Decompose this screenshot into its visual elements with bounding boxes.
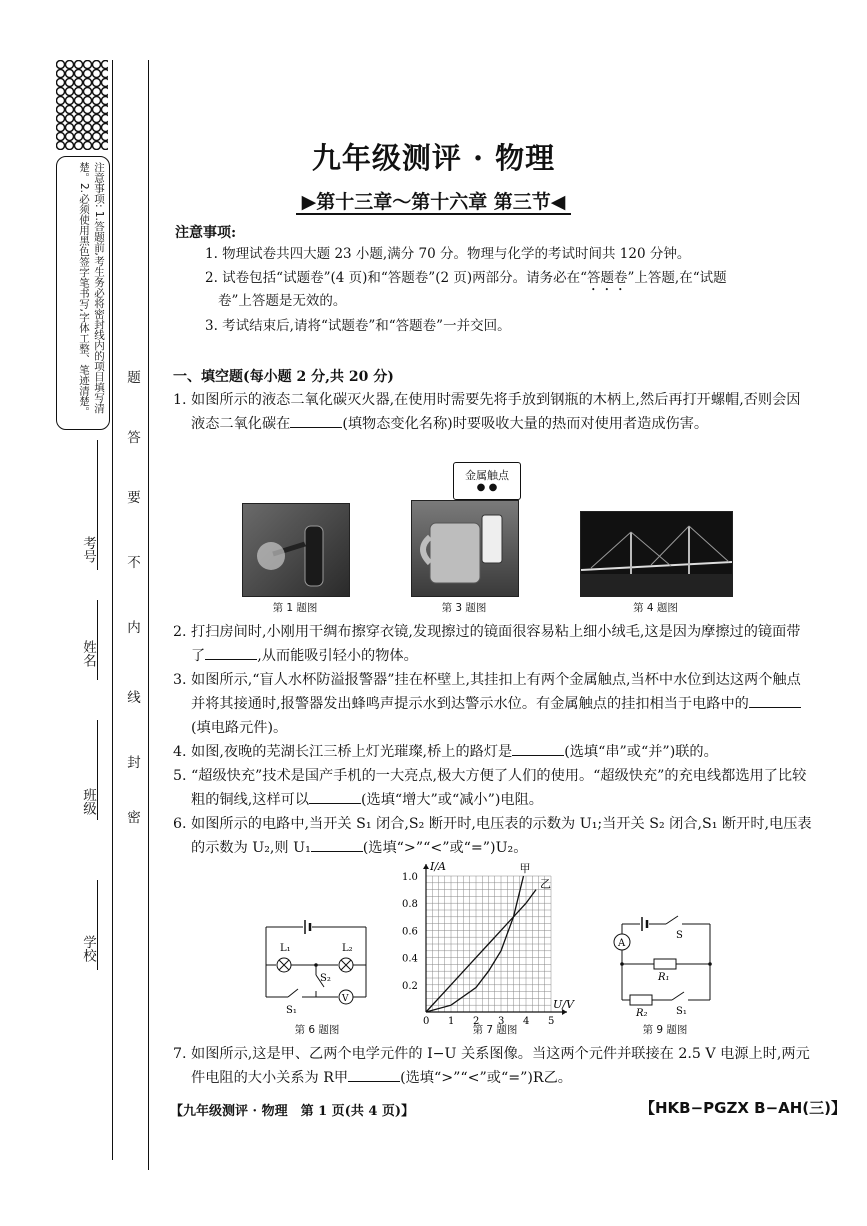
school-underline[interactable] xyxy=(97,880,98,970)
r2-label: R₂ xyxy=(636,1008,648,1016)
v-label: V xyxy=(342,994,349,1004)
y-axis-label: I/A xyxy=(430,860,446,873)
side-notice-text: 注意事项: 1.答题前,考生务必将密封线内的项目填写清楚。2.必须使用黑色签字笔书写,字体工整、笔迹清楚。 xyxy=(78,162,105,417)
resistor-r2-icon xyxy=(630,995,652,1005)
q2-text-b: ,从而能吸引轻小的物体。 xyxy=(257,648,418,664)
fig6-caption: 第 6 题图 xyxy=(294,1024,340,1036)
footer-left: 【九年级测评 · 物理 第 1 页(共 4 页)】 xyxy=(170,1104,415,1119)
class-underline[interactable] xyxy=(97,720,98,820)
fig4-caption: 第 4 题图 xyxy=(633,602,678,614)
question-4 xyxy=(173,740,813,764)
fire-extinguisher-icon xyxy=(243,504,349,596)
x-tick-label: 5 xyxy=(548,1016,555,1024)
s1-label: S₁ xyxy=(676,1006,687,1016)
fig3-callout xyxy=(453,462,521,500)
x-tick-label: 1 xyxy=(448,1016,455,1024)
fig6-circuit xyxy=(258,915,378,1015)
footer-right: 【HKB−PGZX B−AH(三)】 xyxy=(640,1099,847,1117)
x-tick-label: 3 xyxy=(498,1016,505,1024)
r1-label: R₁ xyxy=(658,972,670,983)
answer-blank[interactable] xyxy=(749,693,801,708)
name-label: 姓名 xyxy=(80,640,96,667)
y-axis-arrow-icon xyxy=(423,864,429,869)
exam-no-underline[interactable] xyxy=(97,440,98,570)
s1-label: S₁ xyxy=(286,1005,297,1015)
q7-text-b: (选填“>”“<”或“=”)R乙。 xyxy=(400,1070,572,1086)
binding-line-outer xyxy=(112,60,113,1160)
q5-text-a: 5. “超级快充”技术是国产手机的一大亮点,极大方便了人们的使用。“超级快充”的充电线都选用了比较粗的铜线,这样可以 xyxy=(173,768,807,808)
y-tick-label: 0.8 xyxy=(402,899,418,911)
switch-s1-icon xyxy=(288,989,298,997)
fig3-callout-label: 金属触点 xyxy=(465,469,509,482)
answer-blank[interactable] xyxy=(512,741,564,756)
s-label: S xyxy=(676,930,683,941)
x-tick-label: 0 xyxy=(423,1016,430,1024)
cup-alarm-icon xyxy=(412,501,518,596)
question-6 xyxy=(173,812,813,860)
question-2 xyxy=(173,620,813,668)
y-tick-label: 0.4 xyxy=(402,953,418,965)
metal-contact-dots-icon: ● ● xyxy=(476,482,498,493)
q4-text-a: 4. 如图,夜晚的芜湖长江三桥上灯光璀璨,桥上的路灯是 xyxy=(173,744,513,760)
answer-blank[interactable] xyxy=(290,413,342,428)
seal-char: 内 xyxy=(124,620,140,634)
answer-blank[interactable] xyxy=(205,645,257,660)
q1-text-a: 1. 如图所示的液态二氧化碳灭火器,在使用时需要先将手放到钢瓶的木柄上,然后再打开螺帽,否则会因液态二氧化碳在 xyxy=(173,392,801,432)
q6-text-b: (选填“>”“<”或“=”)U₂。 xyxy=(362,840,528,856)
class-label: 班级 xyxy=(80,788,96,815)
question-5 xyxy=(173,764,813,812)
seal-char: 要 xyxy=(124,490,140,504)
section-heading: 一、填空题(每小题 2 分,共 20 分) xyxy=(173,369,394,385)
fig9-circuit xyxy=(606,912,716,1016)
school-label: 学校 xyxy=(80,935,96,962)
y-tick-label: 1.0 xyxy=(402,872,418,883)
q3-text-a: 3. 如图所示,“盲人水杯防溢报警器”挂在杯壁上,其挂扣上有两个金属触点,当杯中水位到达这两个触点并将其接通时,报警器发出蜂鸣声提示水到达警示水位。有金属触点的挂扣相当于电路中的 xyxy=(173,672,801,712)
fig7-chart xyxy=(402,856,580,1024)
seal-char: 封 xyxy=(124,755,140,769)
y-tick-label: 0.2 xyxy=(402,980,418,992)
notice-item-3: 3. 考试结束后,请将“试题卷”和“答题卷”一并交回。 xyxy=(205,318,511,334)
q1-text-b: (填物态变化名称)时要吸收大量的热而对使用者造成伤害。 xyxy=(342,416,709,432)
seal-char: 答 xyxy=(124,430,140,444)
answer-blank[interactable] xyxy=(348,1067,400,1082)
fig1-photo xyxy=(242,503,350,597)
l1-label: L₁ xyxy=(280,943,291,954)
fig9-caption: 第 9 题图 xyxy=(642,1024,688,1036)
subtitle-text: ▶第十三章～第十六章 第三节◀ xyxy=(296,191,572,215)
l2-label: L₂ xyxy=(342,943,353,954)
series-label: 甲 xyxy=(519,862,531,875)
exam-no-label: 考号 xyxy=(80,536,96,563)
bridge-icon xyxy=(581,512,732,596)
fig4-photo xyxy=(580,511,733,597)
resistor-r1-icon xyxy=(654,959,676,969)
ammeter-label: A xyxy=(618,938,626,949)
y-tick-label: 0.6 xyxy=(402,926,418,938)
q5-text-b: (选填“增大”或“减小”)电阻。 xyxy=(361,792,543,808)
name-underline[interactable] xyxy=(97,600,98,680)
switch-s-icon xyxy=(666,916,678,924)
s2-label: S₂ xyxy=(320,973,331,984)
notice-item-1: 1. 物理试卷共四大题 23 小题,满分 70 分。物理与化学的考试时间共 120 分钟。 xyxy=(205,246,691,262)
q3-text-b: (填电路元件)。 xyxy=(191,720,288,736)
fig3-caption: 第 3 题图 xyxy=(441,602,487,614)
x-axis-label: U/V xyxy=(553,998,574,1011)
question-1 xyxy=(173,388,813,436)
seal-char: 线 xyxy=(124,690,140,704)
notice-heading: 注意事项: xyxy=(175,225,237,241)
q4-text-b: (选填“串”或“并”)联的。 xyxy=(564,744,718,760)
q7-text-a: 7. 如图所示,这是甲、乙两个电学元件的 I−U 关系图像。当这两个元件并联接在 2.5 V 电源上时,两元件电阻的大小关系为 R甲 xyxy=(173,1046,810,1086)
seal-char: 不 xyxy=(124,555,140,569)
page-title: 九年级测评 · 物理 xyxy=(311,141,556,175)
binding-line-inner xyxy=(148,60,149,1170)
q2-text-a: 2. 打扫房间时,小刚用干绸布擦穿衣镜,发现擦过的镜面很容易粘上细小绒毛,这是因为摩擦过的镜面带了 xyxy=(173,624,801,664)
notice-item-2-cont: 卷”上答题是无效的。 xyxy=(218,293,347,309)
notice-item-2-text-b: ”上答题,在“试题 xyxy=(627,270,727,286)
question-7 xyxy=(173,1042,813,1090)
series-label: 乙 xyxy=(540,877,551,891)
x-tick-label: 2 xyxy=(473,1016,480,1024)
fig3-photo xyxy=(411,500,519,597)
x-tick-label: 4 xyxy=(523,1016,530,1024)
q6-text-a: 6. 如图所示的电路中,当开关 S₁ 闭合,S₂ 断开时,电压表的示数为 U₁;当开关 S₂ 闭合,S₁ 断开时,电压表的示数为 U₂,则 U₁ xyxy=(173,816,812,856)
seal-char: 密 xyxy=(124,810,140,824)
answer-blank[interactable] xyxy=(309,789,361,804)
notice-item-2-text-a: 2. 试卷包括“试题卷”(4 页)和“答题卷”(2 页)两部分。请务必在“ xyxy=(205,270,588,286)
page-subtitle xyxy=(0,187,867,214)
seal-char: 题 xyxy=(124,370,140,384)
answer-blank[interactable] xyxy=(311,837,363,852)
notice-item-2-emph: 答题卷 xyxy=(587,270,628,286)
switch-s1-icon xyxy=(672,992,684,1000)
question-3 xyxy=(173,668,813,740)
notice-item-2 xyxy=(205,269,805,294)
fig7-caption: 第 7 题图 xyxy=(472,1024,518,1036)
fig1-caption: 第 1 题图 xyxy=(272,602,318,614)
